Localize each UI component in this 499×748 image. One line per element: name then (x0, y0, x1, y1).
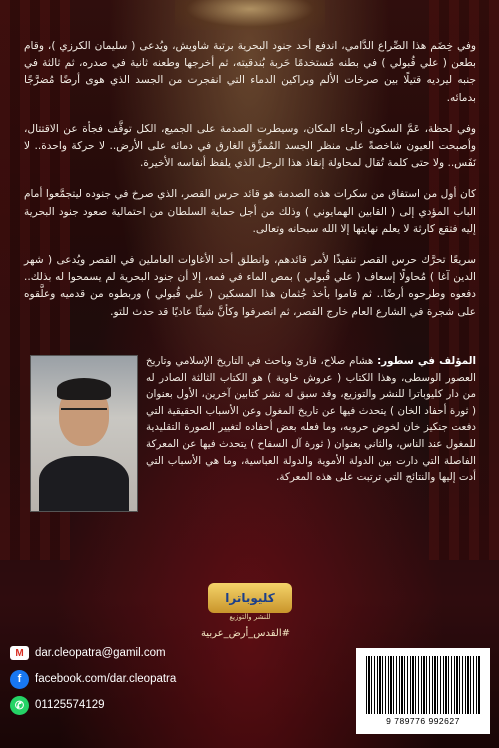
contact-list (10, 640, 270, 718)
contact-email-text: dar.cleopatra@gamil.com (35, 647, 166, 659)
facebook-icon: f (10, 670, 29, 689)
publisher-tagline: #القدس_أرض_عربية (200, 628, 290, 639)
author-bio-text: هشام صلاح، قارئ وباحث في التاريخ الإسلامي وتاريخ العصور الوسطى، وهذا الكتاب ( عروش خاوية ) هو الكتاب الثالثة الصادر له من دار كليوباترا للنشر والتوزيع، وقد سبق له نشر كتابين آخرين، الأول بعنوان ( ثورة أحفاد الخان ) يتحدث فيها عن تاريخ المغول وعن الأسباب الحقيقية التي دفعت جنكيز خان لخوض حروبه، وما فعله بعض أحفاده لتغيير الصورة التقليدية للمغول عند الناس، والثاني بعنوان ( ثورة آل السفاح ) يتحدث فيها عن المعركة الفاصلة التي دارت بين الدولة الأموية والدولة العباسية، وما هي الأسباب التي أدت إليها والنتائج التي ترتبت على هذه المعركة. (146, 355, 476, 484)
isbn-number: 9 789776 992627 (386, 716, 460, 726)
publisher-logo-sub: للنشر والتوزيع (229, 613, 271, 621)
story-paragraph-2: وفي لحظة، عَمَّ السكون أرجاء المكان، وسيطرت الصدمة على الجميع، الكل توقَّف فجأة عن الاقتتال، وأصبحت العيون شاخصةً على منظر الجسد المُمزَّق الغارق في دمائه على الأرض.. لا حركة واحدة.. لا نَفَس.. ولا حتى كلمة تُقال لمحاولة إنقاذ هذا الرجل الذي يلفظ أنفاسه الأخيرة. (24, 122, 476, 170)
publisher-logo (208, 577, 292, 625)
barcode-bars (366, 656, 480, 714)
story-excerpt (24, 38, 476, 335)
isbn-barcode (356, 648, 490, 734)
contact-facebook[interactable] (10, 666, 270, 692)
author-bio (146, 353, 476, 486)
author-bio-label: المؤلف في سطور: (377, 355, 477, 367)
whatsapp-icon: ✆ (10, 696, 29, 715)
story-paragraph-4: سريعًا تحرَّك حرس القصر تنفيذًا لأمر قائدهم، وانطلق أحد الأغاوات العاملين في القصر ويُدعى ( شهر الدين آغا ) مُحاولًا إسعاف ( علي قُبولي ) بمص الماء في فمه، إلا أن جنود البحرية لم يسمحوا له بذلك.. دفعوه وطرحوه أرضًا.. ثم قاموا بأخذ جُثمان هذا المسكين ( علي قُبولي ) وربطوه من قدميه وعلَّقوه على شجرة في الشارع العام خارج القصر، ثم انصرفوا وكأنَّ شيئًا عاديًا قد حدث للتو. (24, 254, 476, 318)
gmail-icon: M (10, 646, 29, 660)
contact-email[interactable] (10, 640, 270, 666)
publisher-logo-text: كليوباترا (208, 583, 292, 613)
story-paragraph-3: كان أول من استفاق من سكرات هذه الصدمة هو قائد حرس القصر، الذي صرخ في جنوده ليتجمَّعوا أمام الباب المؤدي إلى ( القابين الهمايوني ) وذلك من أجل حماية السلطان من احتمالية صعود جنود البحرية إليه فتقع كارثة لا يعلم نهايتها إلا الله سبحانه وتعالى. (24, 188, 476, 235)
story-paragraph-1: وفي خِضَم هذا الصِّراع الدَّامي، اندفع أحد جنود البحرية برتبة شاويش، ويُدعى ( سليمان الكرزي )، وقام بطعن ( علي قُبولي ) في بطنه مُستخدمًا حَربة بُندقيته، ثم أخرجها وطعنه ثانية في صدره، ثم ثالثة في جنبه ليرديه قتيلًا بين صرخات الألم وبراكين الدماء التي انفجرت من الجسد الذي هوى أرضًا مُضرَّجًا بدمائه. (24, 40, 476, 104)
contact-phone-text: 01125574129 (35, 699, 105, 711)
contact-facebook-text: facebook.com/dar.cleopatra (35, 673, 177, 685)
author-photo (30, 355, 138, 512)
contact-phone[interactable] (10, 692, 270, 718)
